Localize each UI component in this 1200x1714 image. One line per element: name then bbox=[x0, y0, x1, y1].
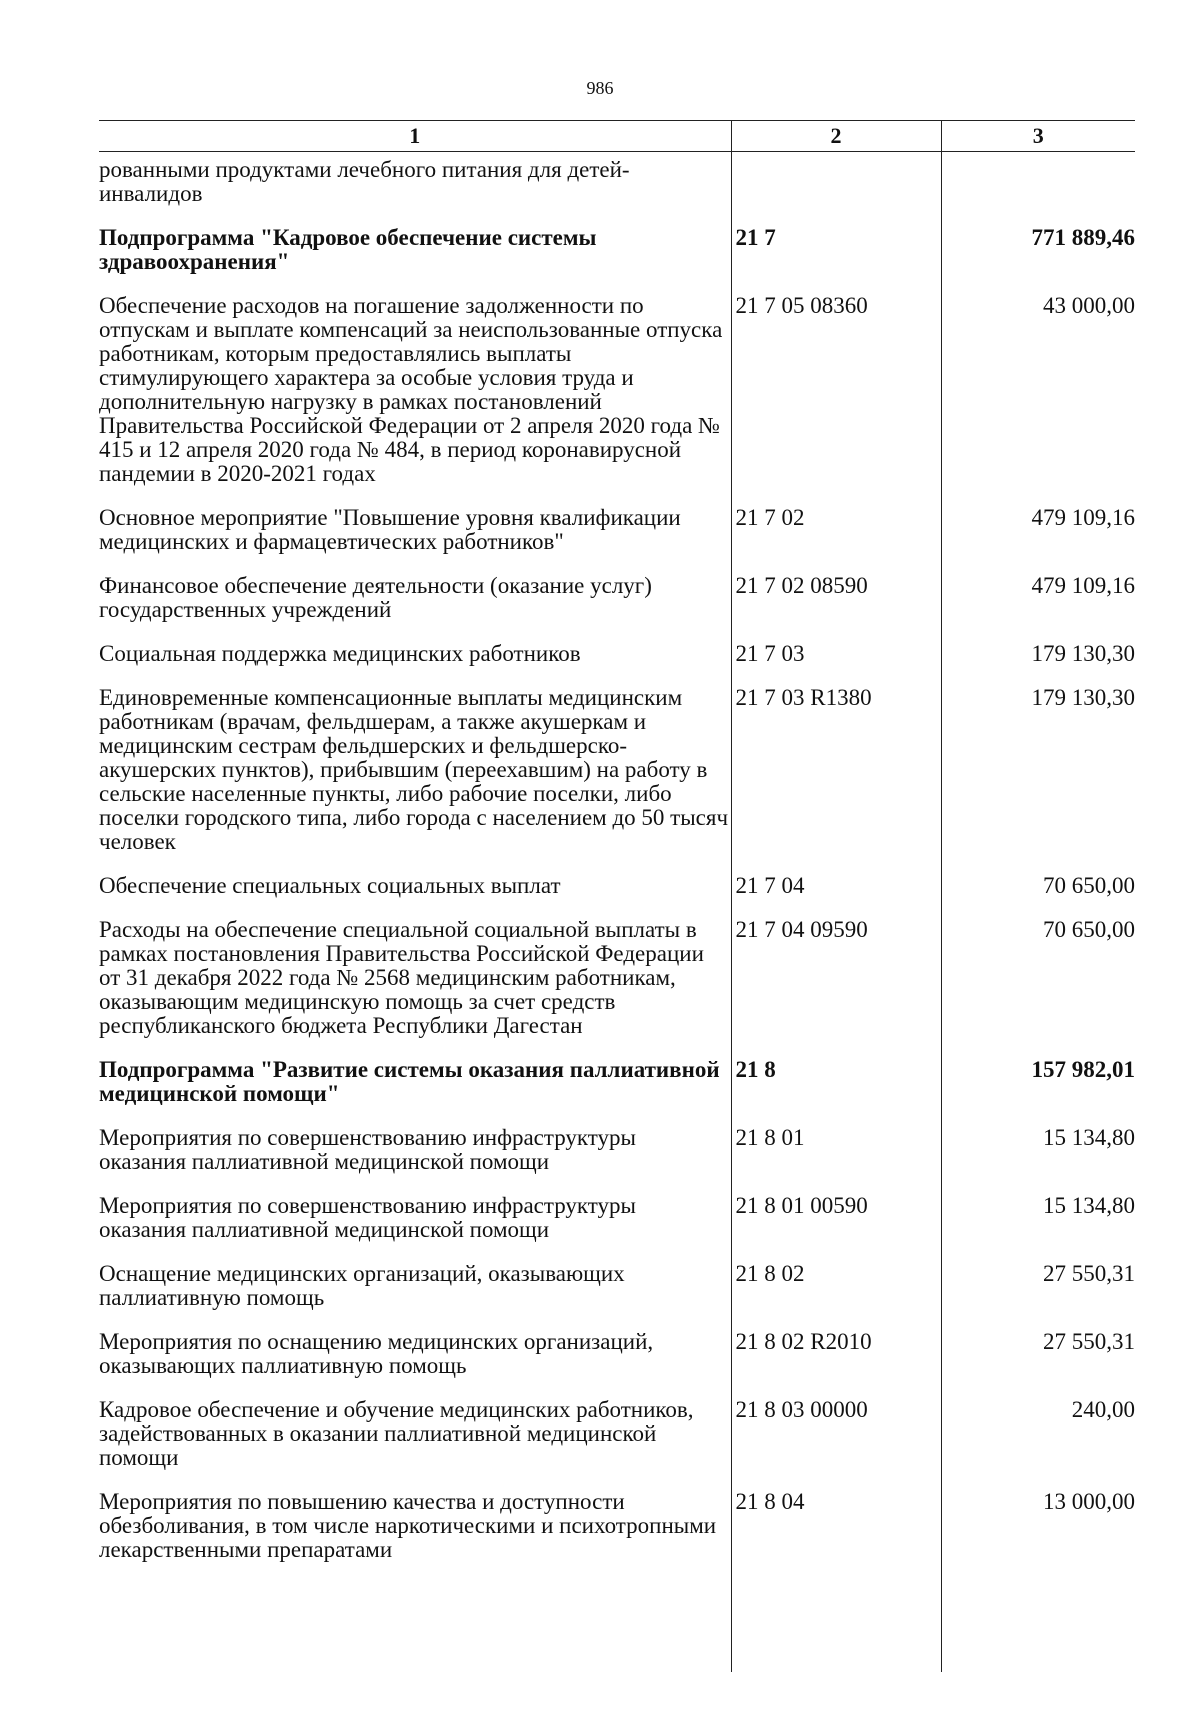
row-description: Мероприятия по оснащению медицинских организаций, оказывающих паллиативную помощь bbox=[99, 1330, 731, 1398]
row-amount: 43 000,00 bbox=[1043, 293, 1135, 318]
row-code: 21 8 01 bbox=[731, 1126, 941, 1194]
row-amount: 15 134,80 bbox=[1043, 1193, 1135, 1218]
row-amount: 27 550,31 bbox=[1043, 1329, 1135, 1354]
row-amount: 13 000,00 bbox=[1043, 1489, 1135, 1514]
row-description: Подпрограмма "Кадровое обеспечение системы здравоохранения" bbox=[99, 226, 731, 294]
row-amount: 179 130,30 bbox=[1031, 641, 1135, 666]
row-code: 21 7 04 09590 bbox=[731, 918, 941, 1058]
table-row bbox=[99, 874, 1135, 918]
table-row bbox=[99, 506, 1135, 574]
table-header bbox=[99, 121, 1135, 152]
row-description: Мероприятия по повышению качества и доступности обезболивания, в том числе наркотическими и психотропными лекарственными препаратами bbox=[99, 1490, 731, 1612]
row-amount bbox=[941, 152, 1135, 227]
table-tail-cell bbox=[941, 1612, 1135, 1672]
row-description: Кадровое обеспечение и обучение медицинских работников, задействованных в оказании паллиативной медицинской помощи bbox=[99, 1398, 731, 1490]
row-code: 21 8 bbox=[731, 1058, 941, 1126]
row-amount: 157 982,01 bbox=[1031, 1057, 1135, 1082]
table-row bbox=[99, 1262, 1135, 1330]
row-code: 21 8 02 R2010 bbox=[731, 1330, 941, 1398]
row-code bbox=[731, 152, 941, 227]
row-description: Оснащение медицинских организаций, оказывающих паллиативную помощь bbox=[99, 1262, 731, 1330]
table-row bbox=[99, 1058, 1135, 1126]
row-amount: 240,00 bbox=[1071, 1397, 1135, 1422]
row-amount: 70 650,00 bbox=[1043, 917, 1135, 942]
table-row bbox=[99, 294, 1135, 506]
table-row bbox=[99, 918, 1135, 1058]
row-code: 21 7 03 R1380 bbox=[731, 686, 941, 874]
row-code: 21 8 02 bbox=[731, 1262, 941, 1330]
row-code: 21 7 05 08360 bbox=[731, 294, 941, 506]
row-code: 21 8 03 00000 bbox=[731, 1398, 941, 1490]
row-code: 21 8 01 00590 bbox=[731, 1194, 941, 1262]
column-header-2: 2 bbox=[731, 121, 941, 152]
table-row bbox=[99, 686, 1135, 874]
page-number: 986 bbox=[586, 78, 614, 98]
table-row bbox=[99, 1398, 1135, 1490]
table-tail bbox=[99, 1612, 1135, 1672]
row-description: Мероприятия по совершенствованию инфраструктуры оказания паллиативной медицинской помощи bbox=[99, 1194, 731, 1262]
row-description: Мероприятия по совершенствованию инфраструктуры оказания паллиативной медицинской помощи bbox=[99, 1126, 731, 1194]
row-amount: 479 109,16 bbox=[1031, 573, 1135, 598]
row-code: 21 7 bbox=[731, 226, 941, 294]
row-amount: 179 130,30 bbox=[1031, 685, 1135, 710]
row-description: Социальная поддержка медицинских работников bbox=[99, 642, 731, 686]
row-description: Обеспечение расходов на погашение задолженности по отпускам и выплате компенсаций за неиспользованные отпуска работникам, которым предоставлялись выплаты стимулирующего характера за особые условия труда и дополнительную нагрузку в рамках постановлений Правительства Российской Федерации от 2 апреля 2020 года № 415 и 12 апреля 2020 года № 484, в период коронавирусной пандемии в 2020-2021 годах bbox=[99, 294, 731, 506]
row-amount: 70 650,00 bbox=[1043, 873, 1135, 898]
header-row bbox=[99, 121, 1135, 152]
row-amount: 479 109,16 bbox=[1031, 505, 1135, 530]
row-code: 21 7 02 bbox=[731, 506, 941, 574]
table-row bbox=[99, 1490, 1135, 1612]
table-row bbox=[99, 1126, 1135, 1194]
row-code: 21 7 04 bbox=[731, 874, 941, 918]
row-amount: 15 134,80 bbox=[1043, 1125, 1135, 1150]
row-code: 21 7 02 08590 bbox=[731, 574, 941, 642]
row-description: рованными продуктами лечебного питания для детей-инвалидов bbox=[99, 152, 731, 227]
table-tail-cell bbox=[99, 1612, 731, 1672]
row-description: Основное мероприятие "Повышение уровня квалификации медицинских и фармацевтических работников" bbox=[99, 506, 731, 574]
row-description: Расходы на обеспечение специальной социальной выплаты в рамках постановления Правительства Российской Федерации от 31 декабря 2022 года № 2568 медицинским работникам, оказывающим медицинскую помощь за счет средств республиканского бюджета Республики Дагестан bbox=[99, 918, 731, 1058]
row-description: Финансовое обеспечение деятельности (оказание услуг) государственных учреждений bbox=[99, 574, 731, 642]
column-header-3: 3 bbox=[941, 121, 1135, 152]
row-amount: 771 889,46 bbox=[1031, 225, 1135, 250]
table-row bbox=[99, 1330, 1135, 1398]
table-body bbox=[99, 152, 1135, 1673]
row-description: Подпрограмма "Развитие системы оказания паллиативной медицинской помощи" bbox=[99, 1058, 731, 1126]
column-header-1: 1 bbox=[99, 121, 731, 152]
budget-table bbox=[99, 120, 1135, 1672]
row-description: Обеспечение специальных социальных выплат bbox=[99, 874, 731, 918]
table-row bbox=[99, 152, 1135, 227]
table-row bbox=[99, 226, 1135, 294]
row-code: 21 8 04 bbox=[731, 1490, 941, 1612]
table-row bbox=[99, 574, 1135, 642]
row-code: 21 7 03 bbox=[731, 642, 941, 686]
table-row bbox=[99, 1194, 1135, 1262]
row-description: Единовременные компенсационные выплаты медицинским работникам (врачам, фельдшерам, а также акушеркам и медицинским сестрам фельдшерских и фельдшерско-акушерских пунктов), прибывшим (переехавшим) на работу в сельские населенные пункты, либо рабочие поселки, либо поселки городского типа, либо города с населением до 50 тысяч человек bbox=[99, 686, 731, 874]
row-amount: 27 550,31 bbox=[1043, 1261, 1135, 1286]
table-row bbox=[99, 642, 1135, 686]
table-tail-cell bbox=[731, 1612, 941, 1672]
